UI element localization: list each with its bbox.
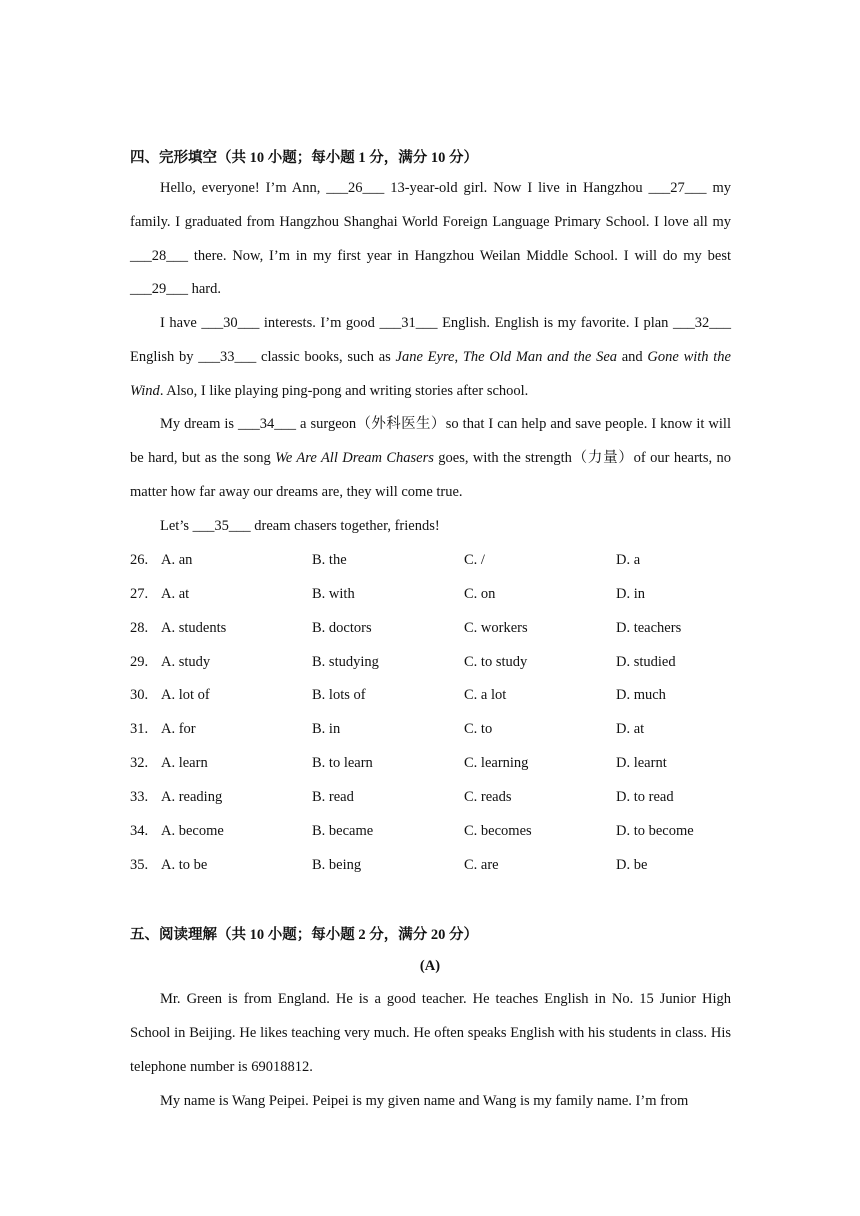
question-row [130, 687, 750, 707]
option-d: D. a [616, 552, 641, 568]
option-d: D. teachers [616, 619, 682, 636]
reading-paragraph-1: Mr. Green is from England. He is a good teacher. He teaches English in No. 15 Junior High School in Beijing. He likes teaching very much. He often speaks English with his students in class. His telephone number is 69018812. [130, 991, 731, 1075]
option-d: D. to read [616, 788, 674, 805]
cloze-p3-text-a: My dream is ___34___ a surgeon（外科医生）so that I can help and save people. I know it will be hard, but as the song [130, 416, 731, 466]
option-d: D. in [616, 585, 645, 602]
option-d: D. studied [616, 653, 676, 670]
option-b: B. in [312, 721, 341, 738]
section-heading-reading: 五、阅读理解（共 10 小题；每小题 2 分，满分 20 分） [130, 927, 478, 943]
option-d: D. at [616, 721, 645, 738]
option-d: D. learnt [616, 755, 667, 772]
book-title-jane-eyre: Jane Eyre [395, 348, 455, 365]
cloze-p2-text-b: . Also, I like playing ping-pong and writing stories after school. [159, 382, 529, 399]
section-heading-cloze: 四、完形填空（共 10 小题；每小题 1 分，满分 10 分） [130, 150, 478, 166]
option-d: D. be [616, 856, 648, 873]
question-number: 35. [130, 856, 149, 873]
cloze-p2-text-a: I have ___30___ interests. I’m good ___31___ English. English is my favorite. I plan ___32___ English by ___33___ classic books, such as [130, 315, 731, 365]
reading-part-title: (A) [419, 958, 441, 974]
cloze-paragraph-2 [130, 307, 731, 408]
option-a: A. lot of [161, 687, 210, 704]
question-number: 27. [130, 585, 149, 602]
option-a: A. become [161, 822, 224, 839]
option-c: C. to [464, 721, 493, 738]
option-c: C. a lot [464, 687, 507, 704]
option-a: A. an [161, 552, 193, 568]
option-c: C. workers [464, 619, 528, 636]
cloze-p3-text-b: goes, with the strength（力量）of our hearts, no matter how far away our dreams are, they will come true. [130, 449, 731, 500]
song-title: We Are All Dream Chasers [275, 449, 434, 466]
question-row [130, 620, 750, 640]
option-b: B. the [312, 552, 347, 568]
option-a: A. students [161, 619, 227, 636]
question-number: 29. [130, 653, 149, 670]
option-d: D. to become [616, 822, 694, 839]
question-number: 34. [130, 822, 149, 839]
question-row [130, 857, 750, 877]
option-a: A. learn [161, 755, 208, 772]
question-row [130, 721, 750, 741]
cloze-paragraph-4: Let’s ___35___ dream chasers together, friends! [160, 518, 440, 534]
cloze-paragraph-3 [130, 408, 731, 509]
option-a: A. to be [161, 856, 208, 873]
option-c: C. learning [464, 755, 529, 772]
question-row [130, 586, 750, 606]
question-row [130, 755, 750, 775]
option-b: B. being [312, 856, 362, 873]
option-b: B. with [312, 585, 355, 602]
option-b: B. doctors [312, 619, 372, 636]
option-a: A. reading [161, 788, 223, 805]
question-row [130, 789, 750, 809]
question-number: 26. [130, 552, 149, 568]
option-a: A. study [161, 653, 211, 670]
question-number: 33. [130, 788, 149, 805]
option-a: A. for [161, 721, 196, 738]
option-d: D. much [616, 687, 666, 704]
book-title-gone-with-wind: Gone with the Wind [130, 348, 731, 399]
question-number: 30. [130, 687, 149, 704]
option-c: C. / [464, 552, 485, 568]
question-number: 32. [130, 755, 149, 772]
option-c: C. on [464, 585, 496, 602]
option-b: B. became [312, 822, 374, 839]
option-b: B. studying [312, 653, 379, 670]
reading-paragraph-2: My name is Wang Peipei. Peipei is my given name and Wang is my family name. I’m from [160, 1093, 689, 1109]
cloze-p2-sep-2: and [617, 348, 648, 365]
question-row [130, 552, 750, 572]
option-c: C. reads [464, 788, 512, 805]
option-b: B. lots of [312, 687, 366, 704]
cloze-paragraph-1: Hello, everyone! I’m Ann, ___26___ 13-year-old girl. Now I live in Hangzhou ___27___ my family. I graduated from Hangzhou Shanghai World Foreign Language Primary School. I love all my ___28___ there. Now, I’m in my first year in Hangzhou Weilan Middle School. I will do my best ___29___ hard. [130, 180, 731, 298]
option-b: B. to learn [312, 755, 373, 772]
option-c: C. to study [464, 653, 528, 670]
option-a: A. at [161, 585, 190, 602]
option-c: C. becomes [464, 822, 532, 839]
book-title-old-man-sea: The Old Man and the Sea [462, 348, 618, 365]
option-c: C. are [464, 856, 499, 873]
question-number: 31. [130, 721, 149, 738]
cloze-p2-sep-1: , [454, 348, 463, 365]
question-row [130, 654, 750, 674]
question-row [130, 823, 750, 843]
question-number: 28. [130, 619, 149, 636]
option-b: B. read [312, 788, 354, 805]
